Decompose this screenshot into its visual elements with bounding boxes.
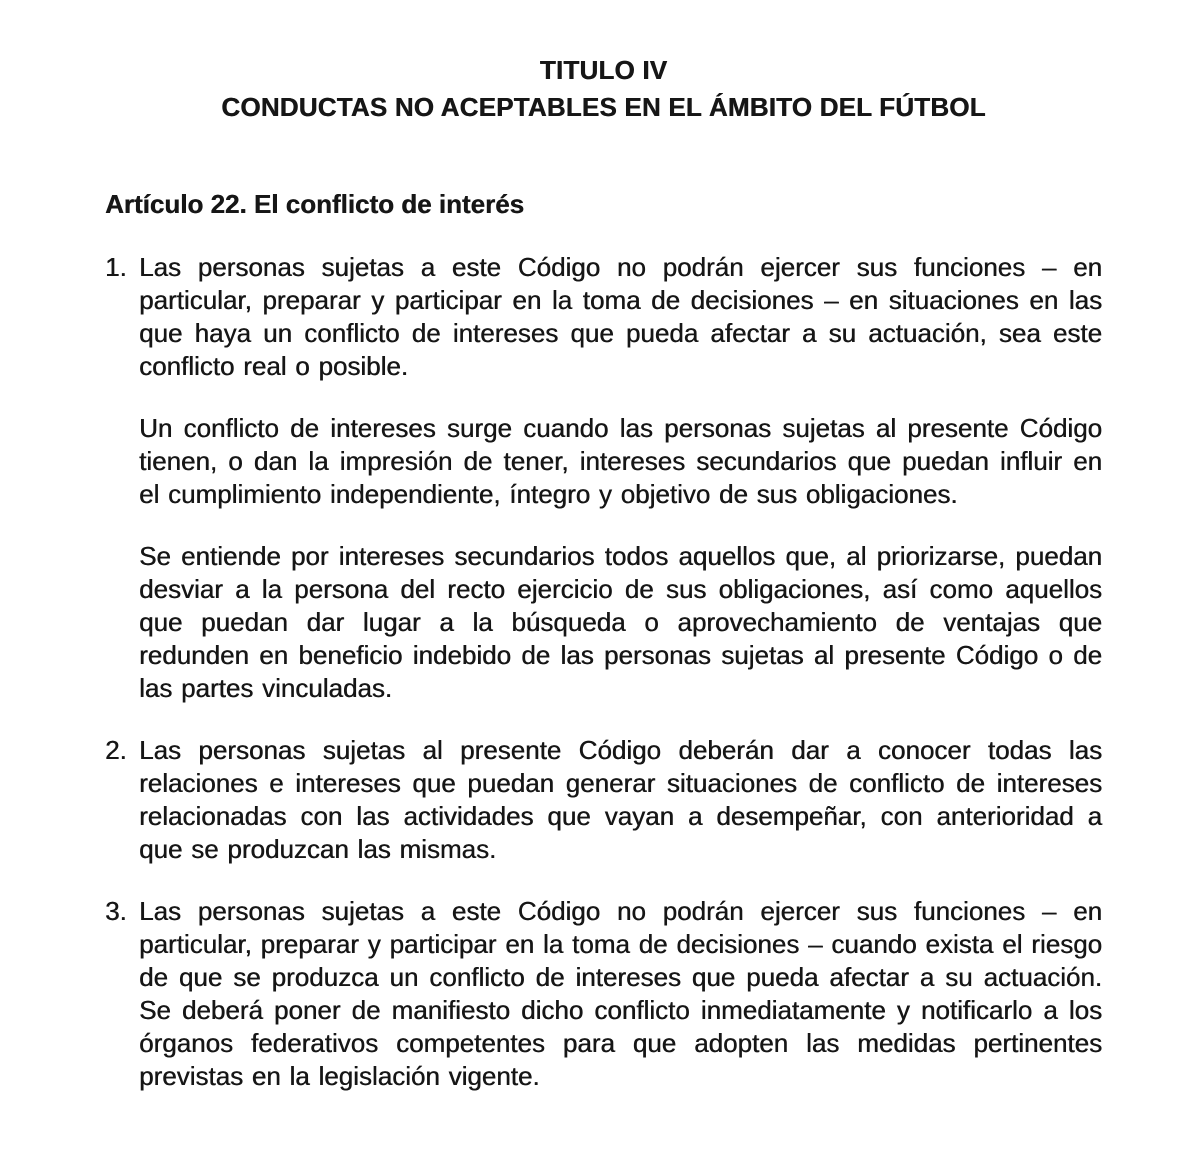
- list-item-2-number: 2.: [105, 735, 127, 765]
- paragraph: Las personas sujetas a este Código no podrán ejercer sus funciones – en particular, preparar y participar en la toma de decisiones – en situaciones en las que haya un conflicto de intereses que pueda afectar a su actuación, sea este conflicto real o posible.: [139, 252, 1102, 381]
- list-item-3-number: 3.: [105, 896, 127, 926]
- list-item-1-body: [139, 251, 1102, 734]
- document-header: [105, 52, 1102, 126]
- list-item-1: [105, 251, 1102, 734]
- paragraph: Las personas sujetas al presente Código deberán dar a conocer todas las relaciones e intereses que puedan generar situaciones de conflicto de intereses relacionadas con las actividades que vayan a desempeñar, con anterioridad a que se produzcan las mismas.: [139, 735, 1102, 864]
- list-item-3-body: [139, 895, 1102, 1122]
- document-title-line-2: CONDUCTAS NO ACEPTABLES EN EL ÁMBITO DEL FÚTBOL: [221, 92, 986, 122]
- list-item-3: [105, 895, 1102, 1122]
- list-item-1-number: 1.: [105, 252, 127, 282]
- paragraph: Las personas sujetas a este Código no podrán ejercer sus funciones – en particular, preparar y participar en la toma de decisiones – cuando exista el riesgo de que se produzca un conflicto de intereses que pueda afectar a su actuación. Se deberá poner de manifiesto dicho conflicto inmediatamente y notificarlo a los órganos federativos competentes para que adopten las medidas pertinentes previstas en la legislación vigente.: [139, 896, 1102, 1091]
- list-item-2: [105, 734, 1102, 895]
- article-heading: Artículo 22. El conflicto de interés: [105, 189, 524, 219]
- numbered-list: [105, 251, 1102, 1122]
- paragraph: Se entiende por intereses secundarios todos aquellos que, al priorizarse, puedan desviar a la persona del recto ejercicio de sus obligaciones, así como aquellos que puedan dar lugar a la búsqueda o aprovechamiento de ventajas que redunden en beneficio indebido de las personas sujetas al presente Código o de las partes vinculadas.: [139, 541, 1102, 703]
- paragraph: Un conflicto de intereses surge cuando las personas sujetas al presente Código tienen, o dan la impresión de tener, intereses secundarios que puedan influir en el cumplimiento independiente, íntegro y objetivo de sus obligaciones.: [139, 413, 1102, 509]
- document-title-line-1: TITULO IV: [539, 55, 668, 85]
- list-item-2-body: [139, 734, 1102, 895]
